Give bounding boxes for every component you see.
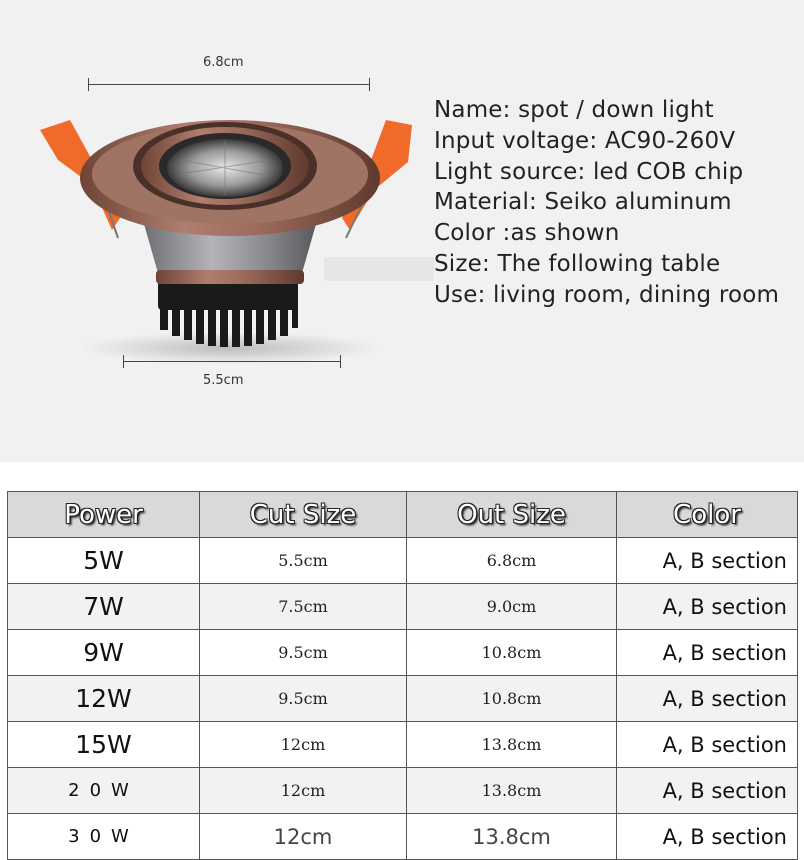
header-color: Color bbox=[617, 492, 798, 538]
header-cut-size: Cut Size bbox=[200, 492, 407, 538]
cell-color: A, B section bbox=[617, 676, 798, 722]
cell-cut-size: 9.5cm bbox=[200, 676, 407, 722]
spec-list bbox=[434, 95, 779, 311]
cell-power: 5W bbox=[8, 538, 200, 584]
header-power: Power bbox=[8, 492, 200, 538]
table-row bbox=[8, 630, 798, 676]
spec-input-voltage: Input voltage: AC90-260V bbox=[434, 127, 736, 154]
cell-cut-size: 12cm bbox=[200, 722, 407, 768]
spec-use: Use: living room, dining room bbox=[434, 281, 780, 308]
cell-power: 9W bbox=[8, 630, 200, 676]
bottom-dimension-line bbox=[123, 361, 341, 362]
table-header-row bbox=[8, 492, 798, 538]
spec-name: Name: spot / down light bbox=[434, 97, 714, 123]
cell-out-size: 10.8cm bbox=[407, 676, 617, 722]
bottom-dimension-label: 5.5cm bbox=[203, 373, 244, 388]
table-row bbox=[8, 768, 798, 814]
header-out-size: Out Size bbox=[407, 492, 617, 538]
table-row bbox=[8, 814, 798, 860]
cell-power: 20W bbox=[8, 768, 200, 814]
cell-color: A, B section bbox=[617, 722, 798, 768]
cell-color: A, B section bbox=[617, 630, 798, 676]
cell-out-size: 9.0cm bbox=[407, 584, 617, 630]
size-table bbox=[7, 491, 798, 860]
cell-color: A, B section bbox=[617, 584, 798, 630]
cell-color: A, B section bbox=[617, 814, 798, 860]
table-row bbox=[8, 722, 798, 768]
cell-cut-size: 12cm bbox=[200, 768, 407, 814]
cell-power: 30W bbox=[8, 814, 200, 860]
cell-cut-size: 9.5cm bbox=[200, 630, 407, 676]
table-row bbox=[8, 538, 798, 584]
cell-color: A, B section bbox=[617, 768, 798, 814]
cell-power: 15W bbox=[8, 722, 200, 768]
cell-out-size: 13.8cm bbox=[407, 814, 617, 860]
spec-light-source: Light source: led COB chip bbox=[434, 158, 744, 185]
cell-power: 12W bbox=[8, 676, 200, 722]
cell-cut-size: 12cm bbox=[200, 814, 407, 860]
cell-out-size: 13.8cm bbox=[407, 768, 617, 814]
table-row bbox=[8, 584, 798, 630]
cell-out-size: 13.8cm bbox=[407, 722, 617, 768]
cell-out-size: 10.8cm bbox=[407, 630, 617, 676]
cell-cut-size: 5.5cm bbox=[200, 538, 407, 584]
spec-size: Size: The following table bbox=[434, 250, 721, 277]
top-dimension-label: 6.8cm bbox=[203, 55, 244, 70]
cell-power: 7W bbox=[8, 584, 200, 630]
spec-color: Color :as shown bbox=[434, 220, 620, 247]
cell-color: A, B section bbox=[617, 538, 798, 584]
table-row bbox=[8, 676, 798, 722]
cell-cut-size: 7.5cm bbox=[200, 584, 407, 630]
watermark-overlay bbox=[324, 257, 434, 281]
cell-out-size: 6.8cm bbox=[407, 538, 617, 584]
spec-material: Material: Seiko aluminum bbox=[434, 189, 732, 216]
downlight-product-image bbox=[30, 90, 450, 370]
top-dimension-line bbox=[88, 84, 370, 85]
